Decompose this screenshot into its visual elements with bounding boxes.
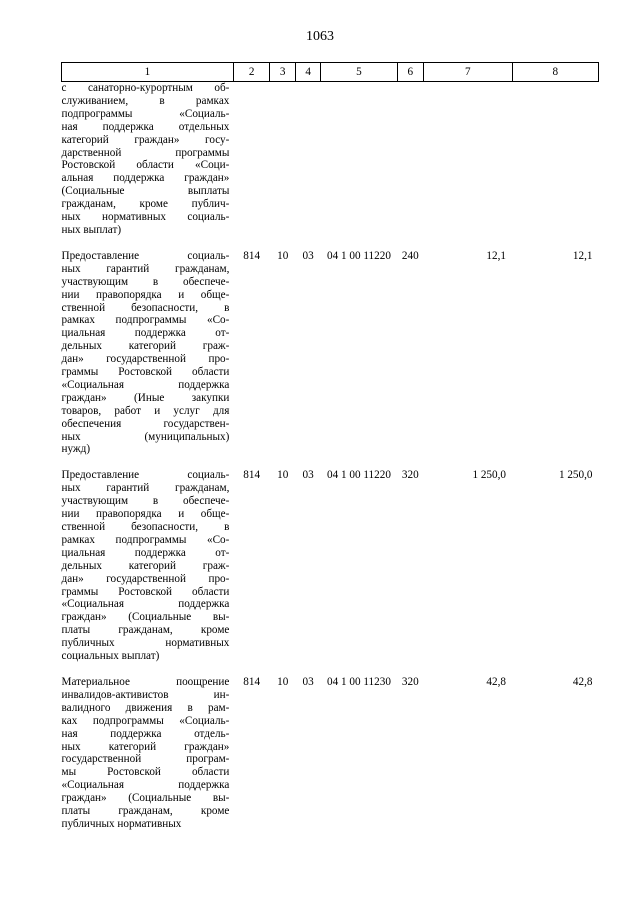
description-line: альная поддержка граждан» [61,172,230,185]
cell-subsection: 03 [302,249,314,262]
description-line: ках подпрограммы «Социаль- [61,714,230,727]
description-line: участвующим в обеспече- [61,275,230,288]
cell-description [62,663,234,831]
table-row [62,82,599,237]
description-line: (Социальные выплаты [61,185,230,198]
description-line: граммы Ростовской области [61,366,230,379]
description-line: рамках подпрограммы «Со- [61,314,230,327]
description-line: ная поддержка отдель- [61,727,230,740]
cell-expense-type: 240 [401,249,419,262]
cell-description [62,456,234,663]
description-line: категорий граждан» госу- [61,133,230,146]
description-line: граждан» (Социальные вы- [61,792,230,805]
description-line: товаров, работ и услуг для [61,404,230,417]
description-line: с санаторно-курортным об- [61,82,230,94]
description-line: ных нормативных социаль- [61,211,230,224]
description-line: дарственной программы [61,146,230,159]
table-row [62,456,599,663]
description-line: мы Ростовской области [61,766,230,779]
column-header-1: 1 [62,63,234,82]
cell-amount-1: 1 250,0 [472,469,506,482]
column-header-8: 8 [512,63,599,82]
cell-amount-1 [424,82,512,237]
cell-amount-1: 42,8 [486,675,506,688]
description-line: дан» государственной про- [61,353,230,366]
cell-subsection [295,82,320,237]
cell-section: 10 [277,675,289,688]
description-line: граммы Ростовской области [61,585,230,598]
cell-section [270,82,295,237]
description-line: «Социальная поддержка [61,598,230,611]
description-line: рамках подпрограммы «Со- [61,533,230,546]
cell-ministry: 814 [243,675,261,688]
cell-ministry [233,82,270,237]
description-line: граждан» (Социальные вы- [61,611,230,624]
description-line: дельных категорий граж- [61,340,230,353]
description-line: подпрограммы «Социаль- [61,107,230,120]
column-header-4: 4 [295,63,320,82]
cell-ministry: 814 [243,469,261,482]
description-line: граждан» (Иные закупки [61,391,230,404]
description-line: нии правопорядка и обще- [61,288,230,301]
header-row [62,63,599,82]
page-number: 1063 [306,29,334,44]
description-line: государственной програм- [61,753,230,766]
description-line: Предоставление социаль- [61,249,230,262]
description-line: Предоставление социаль- [61,469,230,482]
cell-subsection: 03 [302,675,314,688]
description-line: ных выплат) [61,223,122,236]
description-line: «Социальная поддержка [61,378,230,391]
description-line: ственной безопасности, в [61,521,230,533]
description-line: платы гражданам, кроме [61,624,230,637]
cell-target-article [321,82,397,237]
description-line: циальная поддержка от- [61,546,230,559]
description-line: циальная поддержка от- [61,327,230,340]
description-line: обеспечения государствен- [61,417,230,430]
column-header-5: 5 [321,63,397,82]
description-line: ная поддержка отдельных [61,120,230,133]
cell-section: 10 [277,469,289,482]
cell-amount-1: 12,1 [486,249,506,262]
description-line: публичных нормативных [61,817,182,830]
table-row [62,663,599,831]
description-line: ных гарантий гражданам, [61,262,230,275]
description-line: платы гражданам, кроме [61,805,230,818]
cell-amount-2: 1 250,0 [558,469,593,482]
description-line: «Социальная поддержка [61,779,230,792]
budget-table [61,62,599,831]
cell-expense-type: 320 [401,469,419,482]
cell-target-article: 04 1 00 11220 [327,249,391,262]
cell-subsection: 03 [302,469,314,482]
description-line: Ростовской области «Соци- [61,159,230,172]
description-line: участвующим в обеспече- [61,495,230,508]
column-header-2: 2 [233,63,270,82]
cell-ministry: 814 [243,249,261,262]
description-line: ственной безопасности, в [61,301,230,314]
description-line: ных (муниципальных) [61,430,230,443]
description-line: ных гарантий гражданам, [61,482,230,495]
table-body [62,82,599,831]
description-line: ных категорий граждан» [61,740,230,753]
description-line: служиванием, в рамках [61,94,230,107]
cell-target-article: 04 1 00 11230 [327,675,391,688]
column-header-7: 7 [424,63,512,82]
description-line: нужд) [61,443,91,456]
description-line: дельных категорий граж- [61,559,230,572]
cell-description [62,82,234,237]
cell-amount-2 [512,82,599,237]
cell-description [62,237,234,457]
cell-target-article: 04 1 00 11220 [327,469,391,482]
cell-expense-type: 320 [401,675,419,688]
description-line: Материальное поощрение [61,675,230,688]
description-line: социальных выплат) [61,650,160,663]
column-header-6: 6 [397,63,423,82]
description-line: нии правопорядка и обще- [61,508,230,521]
table-row [62,237,599,457]
column-header-3: 3 [270,63,295,82]
description-line: дан» государственной про- [61,572,230,585]
cell-amount-2: 42,8 [572,675,593,688]
description-line: публичных нормативных [61,637,230,650]
cell-section: 10 [277,249,289,262]
description-line: гражданам, кроме публич- [61,198,230,211]
cell-expense-type [397,82,423,237]
description-line: валидного движения в рам- [61,701,230,714]
cell-amount-2: 12,1 [572,249,593,262]
description-line: инвалидов-активистов ин- [61,688,230,701]
